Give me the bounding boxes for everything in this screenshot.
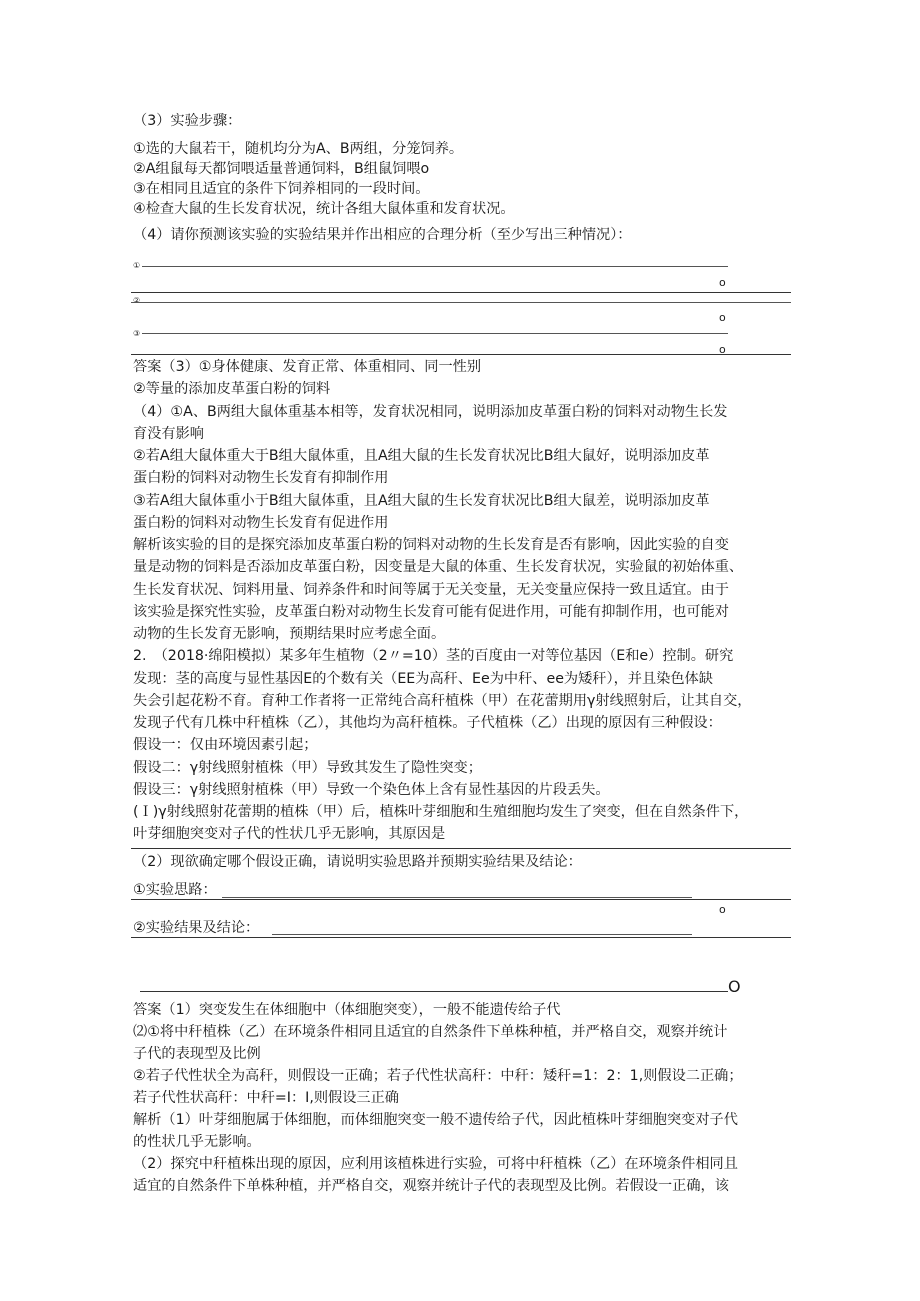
answer1-line-1: 答案（3）①身体健康、发育正常、体重相同、同一性别	[133, 359, 482, 375]
answer2-line-3: 子代的表现型及比例	[133, 1046, 261, 1062]
q2-prompt: （2）现欲确定哪个假设正确，请说明实验思路并预期实验结果及结论：	[133, 854, 582, 870]
answer-blank-line	[131, 899, 791, 900]
period-mark-1: o	[719, 276, 726, 289]
blank-marker-1: ①	[133, 261, 141, 270]
step-1: ①选的大鼠若干，随机均分为A、B两组，分笼饲养。	[133, 141, 464, 157]
analysis2-line-2: 的性状几乎无影响。	[133, 1134, 261, 1150]
blank-marker-2: ②	[133, 296, 141, 305]
period-mark-2: o	[719, 311, 726, 324]
answer2-line-1: 答案（1）突变发生在体细胞中（体细胞突变），一般不能遗传给子代	[133, 1002, 561, 1018]
answer-blank-line	[131, 937, 791, 938]
step-heading: （3）实验步骤：	[133, 113, 242, 129]
question2-line-9: 叶芽细胞突变对子代的性状几乎无影响，其原因是	[133, 826, 446, 842]
period-mark-3: o	[719, 343, 726, 356]
question2-line-2: 发现：茎的高度与显性基因E的个数有关（EE为高秆、Ee为中秆、ee为矮秆），并且染色体缺	[133, 671, 713, 687]
answer-blank-line	[131, 302, 791, 303]
idea-label: ①实验思路：	[133, 882, 217, 898]
blank-marker-3: ③	[133, 329, 141, 338]
answer2-line-2: ⑵①将中秆植株（乙）在环境条件相同且适宜的自然条件下单株种植，并严格自交，观察并统计	[133, 1024, 728, 1040]
period-mark-4: o	[719, 903, 726, 916]
answer2-line-4: ②若子代性状全为高秆，则假设一正确；若子代性状高秆：中秆：矮秆=1：2：1,则假设二正确；	[133, 1068, 743, 1084]
step-3: ③在相同且适宜的条件下饲养相同的一段时间。	[133, 181, 430, 197]
analysis1-line-3: 生长发育状况、饲料用量、饲养条件和时间等属于无关变量，无关变量应保持一致且适宜。由于	[133, 582, 729, 598]
answer-blank-line	[142, 333, 728, 334]
answer1-line-7: ③若A组大鼠体重小于B组大鼠体重，且A组大鼠的生长发育状况比B组大鼠差，说明添加皮革	[133, 493, 710, 509]
analysis1-line-4: 该实验是探究性实验，皮革蛋白粉对动物生长发育可能有促进作用，可能有抑制作用，也可能对	[133, 604, 729, 620]
analysis1-line-2: 量是动物的饲料是否添加皮革蛋白粉，因变量是大鼠的体重、生长发育状况，实验鼠的初始体重、	[133, 559, 744, 575]
answer-blank-line	[140, 991, 728, 992]
question2-line-8: (Ｉ)γ射线照射花蕾期的植株（甲）后，植株叶芽细胞和生殖细胞均发生了突变，但在自然条件下，	[133, 804, 749, 820]
q4-prompt: （4）请你预测该实验的实验结果并作出相应的合理分析（至少写出三种情况）：	[133, 227, 632, 243]
question2-line-5: 假设一：仅由环境因素引起；	[133, 737, 318, 753]
analysis2-line-3: （2）探究中秆植株出现的原因，应利用该植株进行实验，可将中秆植株（乙）在环境条件相同且	[133, 1156, 738, 1172]
answer1-line-8: 蛋白粉的饲料对动物生长发育有促进作用	[133, 515, 389, 531]
answer1-line-6: 蛋白粉的饲料对动物生长发育有抑制作用	[133, 470, 389, 486]
answer-blank-line	[131, 292, 791, 293]
answer1-line-4: 育没有影响	[133, 426, 204, 442]
step-4: ④检查大鼠的生长发育状况，统计各组大鼠体重和发育状况。	[133, 201, 515, 217]
answer-blank-line	[222, 897, 692, 898]
question2-line-7: 假设三：γ射线照射植株（甲）导致一个染色体上含有显性基因的片段丢失。	[133, 782, 610, 798]
answer-blank-line	[131, 354, 791, 355]
question2-line-3: 失会引起花粉不育。育种工作者将一正常纯合高秆植株（甲）在花蕾期用γ射线照射后，让其自交，	[133, 693, 752, 709]
analysis2-line-1: 解析（1）叶芽细胞属于体细胞，而体细胞突变一般不遗传给子代，因此植株叶芽细胞突变对子代	[133, 1112, 738, 1128]
analysis2-line-4: 适宜的自然条件下单株种植，并严格自交，观察并统计子代的表现型及比例。若假设一正确，该	[133, 1178, 729, 1194]
question2-line-1: 2. （2018·绵阳模拟）某多年生植物（2〃=10）茎的百度由一对等位基因（E和e）控制。研究	[133, 648, 734, 664]
answer1-line-5: ②若A组大鼠体重大于B组大鼠体重，且A组大鼠的生长发育状况比B组大鼠好，说明添加皮革	[133, 448, 710, 464]
answer-blank-line	[131, 848, 791, 849]
answer1-line-3: （4）①A、B两组大鼠体重基本相等，发育状况相同，说明添加皮革蛋白粉的饲料对动物生长发	[133, 404, 728, 420]
end-mark: O	[728, 977, 741, 996]
answer2-line-5: 若子代性状高秆：中秆=I：I,则假设三正确	[133, 1090, 399, 1106]
result-label: ②实验结果及结论：	[133, 920, 260, 936]
answer-blank-line	[142, 266, 728, 267]
analysis1-line-1: 解析该实验的目的是探究添加皮革蛋白粉的饲料对动物的生长发育是否有影响，因此实验的自变	[133, 537, 729, 553]
answer-blank-line	[272, 934, 692, 935]
question2-line-4: 发现子代有几株中秆植株（乙），其他均为高秆植株。子代植株（乙）出现的原因有三种假设：	[133, 715, 722, 731]
analysis1-line-5: 动物的生长发育无影响，预期结果时应考虑全面。	[133, 626, 446, 642]
question2-line-6: 假设二：γ射线照射植株（甲）导致其发生了隐性突变；	[133, 760, 482, 776]
answer1-line-2: ②等量的添加皮革蛋白粉的饲料	[133, 381, 331, 397]
step-2: ②A组鼠每天都饲喂适量普通饲料，B组鼠饲喂o	[133, 161, 430, 177]
